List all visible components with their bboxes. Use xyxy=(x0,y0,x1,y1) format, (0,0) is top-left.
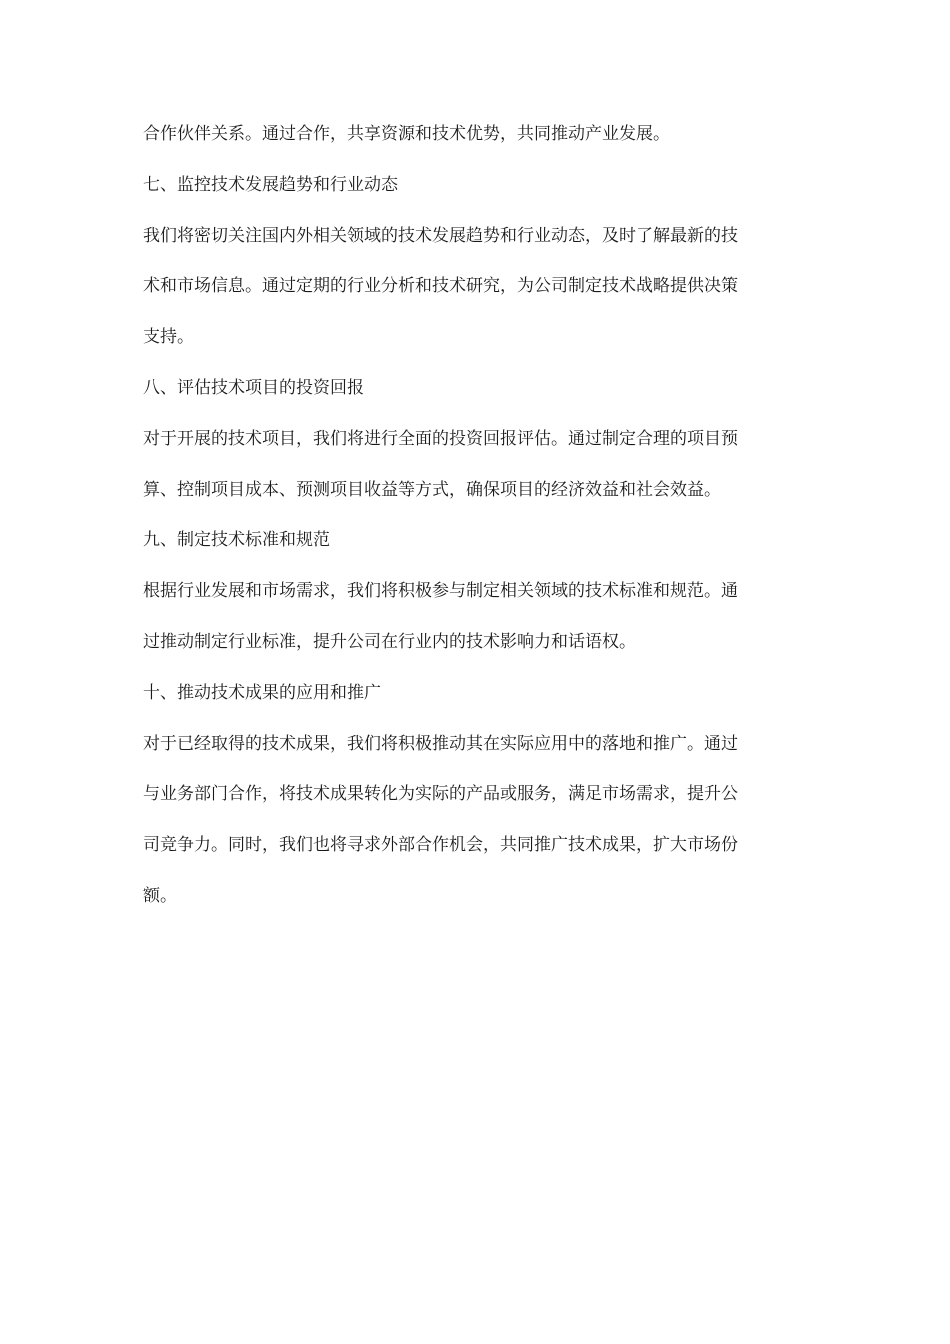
paragraph-line: 算、控制项目成本、预测项目收益等方式，确保项目的经济效益和社会效益。 xyxy=(143,479,721,500)
section-heading-9: 九、制定技术标准和规范 xyxy=(143,530,330,551)
paragraph-line: 对于已经取得的技术成果，我们将积极推动其在实际应用中的落地和推广。通过 xyxy=(143,733,738,754)
paragraph-line: 过推动制定行业标准，提升公司在行业内的技术影响力和话语权。 xyxy=(143,631,636,652)
paragraph-line: 与业务部门合作，将技术成果转化为实际的产品或服务，满足市场需求，提升公 xyxy=(143,784,738,805)
paragraph-line: 我们将密切关注国内外相关领域的技术发展趋势和行业动态，及时了解最新的技 xyxy=(143,225,738,246)
section-heading-7: 七、监控技术发展趋势和行业动态 xyxy=(143,174,398,195)
section-heading-10: 十、推动技术成果的应用和推广 xyxy=(143,682,381,703)
section-heading-8: 八、评估技术项目的投资回报 xyxy=(143,377,364,398)
paragraph-line: 额。 xyxy=(143,885,177,906)
paragraph-line: 支持。 xyxy=(143,327,194,348)
document-body xyxy=(143,117,808,930)
paragraph-line: 术和市场信息。通过定期的行业分析和技术研究，为公司制定技术战略提供决策 xyxy=(143,276,738,297)
paragraph-line: 合作伙伴关系。通过合作，共享资源和技术优势，共同推动产业发展。 xyxy=(143,124,670,144)
paragraph-line: 根据行业发展和市场需求，我们将积极参与制定相关领域的技术标准和规范。通 xyxy=(143,581,738,602)
paragraph-line: 司竞争力。同时，我们也将寻求外部合作机会，共同推广技术成果，扩大市场份 xyxy=(143,835,738,856)
paragraph-line: 对于开展的技术项目，我们将进行全面的投资回报评估。通过制定合理的项目预 xyxy=(143,428,738,449)
